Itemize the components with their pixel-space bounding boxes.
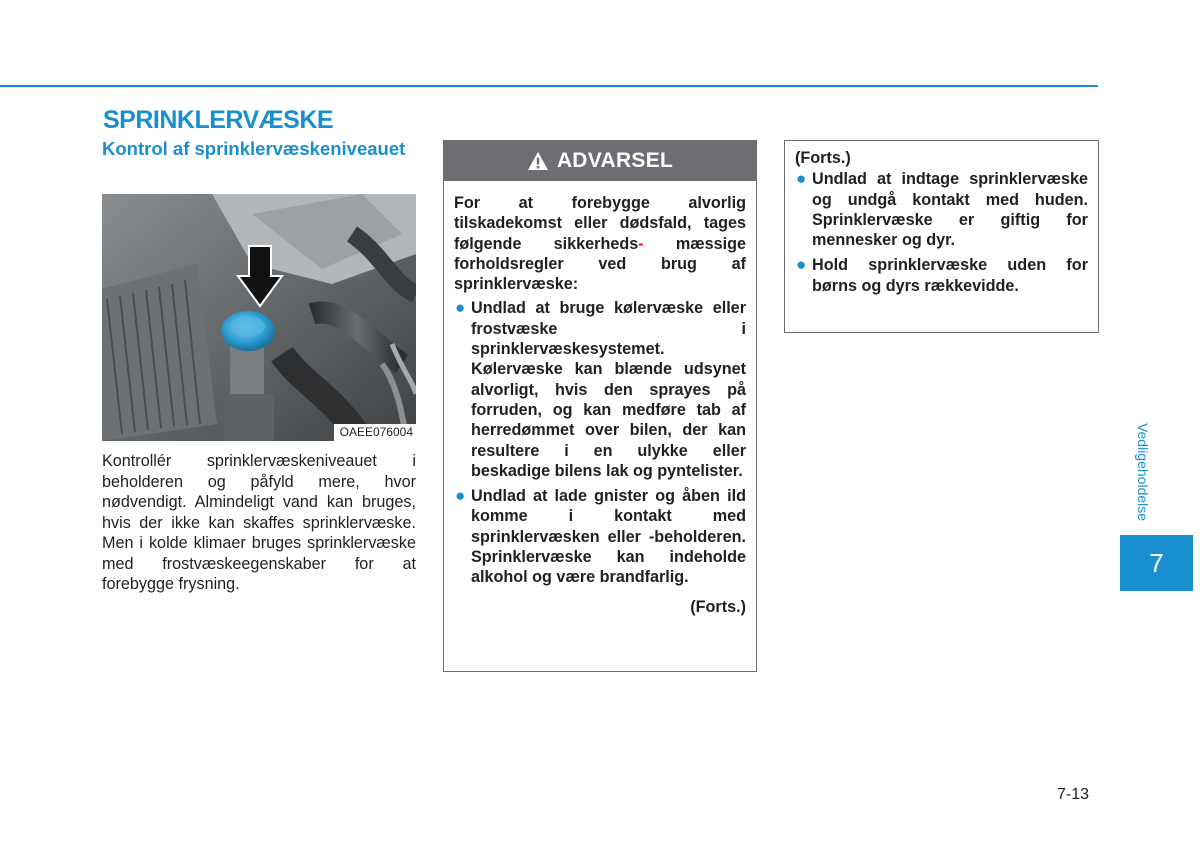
bullet-dot-icon: ● bbox=[796, 255, 807, 275]
top-rule bbox=[0, 85, 1098, 87]
instruction-paragraph: Kontrollér sprinklervæskeniveauet i beholderen og påfyld mere, hvor nødvendigt. Almindeligt vand kan bruges, hvis der ikke kan skaffes sprinklervæske. Men i kolde klimaer bruges sprinklervæske med frostvæskeegenskaber for at forebygge frysning. bbox=[102, 452, 416, 593]
continuation-bullet-text: Hold sprinklervæske uden for børns og dyrs rækkevidde. bbox=[812, 256, 1088, 295]
bullet-dot-icon: ● bbox=[455, 486, 466, 506]
bullet-dot-icon: ● bbox=[796, 169, 807, 189]
warning-intro-part1: For at forebygge alvorlig tilskadekomst eller dødsfald, tages følgende sikkerheds bbox=[454, 194, 746, 253]
radiator-grille bbox=[102, 264, 217, 441]
engine-bay-photo bbox=[102, 194, 416, 441]
continuation-box bbox=[784, 140, 1099, 333]
warning-bullet bbox=[454, 298, 746, 481]
subheading: Kontrol af sprinklervæskeniveauet bbox=[102, 138, 406, 159]
washer-reservoir-illustration bbox=[102, 194, 416, 441]
chapter-side-label-text: Vedligeholdelse bbox=[1135, 422, 1151, 522]
warning-triangle-icon bbox=[527, 151, 549, 171]
warning-intro-hyphen: - bbox=[638, 234, 644, 253]
warning-bullet-text: Undlad at lade gnister og åben ild komme i kontakt med sprinklervæsken eller -beholderen. Sprinklervæske kan indeholde alkohol og være brandfarlig. bbox=[471, 487, 746, 587]
continuation-bullet bbox=[795, 169, 1088, 250]
warning-title: ADVARSEL bbox=[556, 149, 674, 172]
figure-caption: OAEE076004 bbox=[334, 424, 416, 441]
warning-bullet-text: Undlad at bruge kølervæske eller frostvæske i sprinklervæskesystemet. Kølervæske kan blænde udsynet alvorligt, hvis den sprayes på forruden, og kan medføre tab af herredømmet over bilen, der kan resultere i en ulykke eller beskadige bilens lak og pyntelister. bbox=[471, 299, 746, 480]
page-number: 7-13 bbox=[1057, 786, 1090, 803]
continuation-header: (Forts.) bbox=[795, 149, 851, 167]
warning-intro-part2: mæssige forholdsregler ved brug af sprinklervæske: bbox=[454, 234, 746, 294]
chapter-tab: 7 bbox=[1120, 535, 1193, 591]
warning-box bbox=[443, 140, 757, 672]
bullet-dot-icon: ● bbox=[455, 298, 466, 318]
chapter-side-label bbox=[1133, 412, 1153, 532]
warning-intro bbox=[454, 193, 746, 294]
warning-header bbox=[444, 141, 756, 181]
warning-bullet bbox=[454, 486, 746, 587]
section-title: SPRINKLERVÆSKE bbox=[103, 106, 334, 134]
warning-continued: (Forts.) bbox=[690, 597, 746, 616]
continuation-bullet-text: Undlad at indtage sprinklervæske og undgå kontakt med huden. Sprinklervæske er giftig for mennesker og dyr. bbox=[812, 170, 1088, 250]
continuation-bullet bbox=[795, 255, 1088, 296]
